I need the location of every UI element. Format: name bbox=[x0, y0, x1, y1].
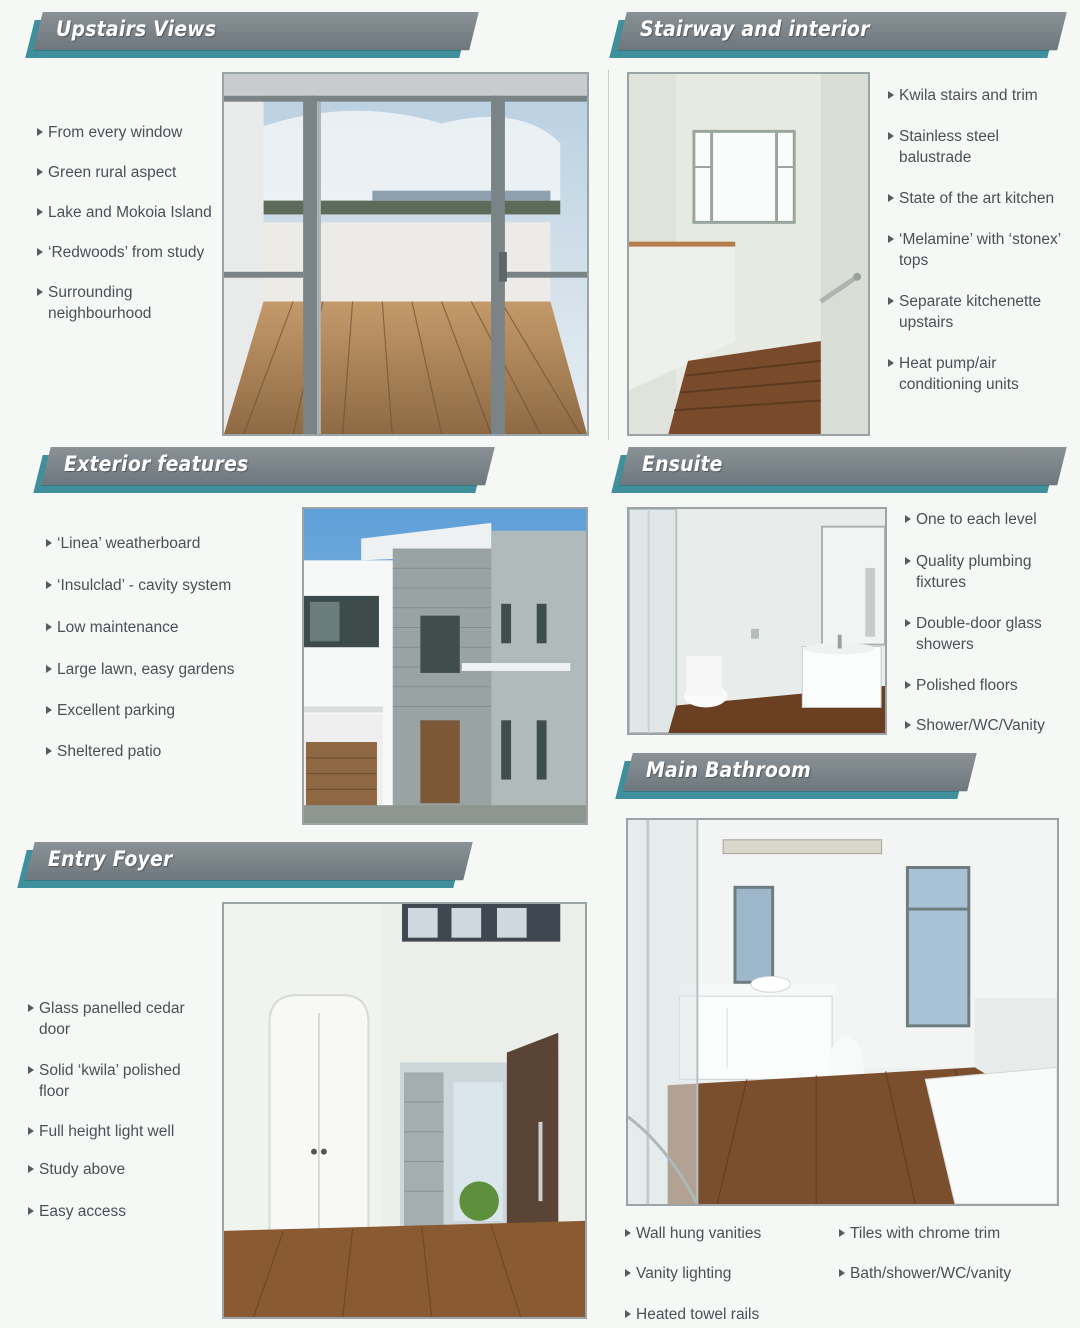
entry-foyer-banner bbox=[22, 842, 468, 884]
list-item: Vanity lighting bbox=[625, 1263, 825, 1284]
column-divider bbox=[608, 70, 609, 440]
stairway-interior-banner bbox=[614, 12, 1062, 54]
list-item: Bath/shower/WC/vanity bbox=[839, 1263, 1049, 1284]
list-item: Low maintenance bbox=[46, 617, 296, 638]
stairway-interior-list bbox=[888, 85, 1068, 395]
exterior-features-title: Exterior features bbox=[64, 452, 249, 476]
stairway-photo bbox=[627, 72, 870, 436]
list-item: Solid ‘kwila’ polished floor bbox=[28, 1060, 213, 1102]
upstairs-views-banner bbox=[30, 12, 474, 54]
balcony-deck-photo bbox=[222, 72, 589, 436]
upstairs-views-title: Upstairs Views bbox=[56, 17, 217, 41]
list-item: ‘Redwoods’ from study bbox=[37, 242, 217, 263]
list-item: Shower/WC/Vanity bbox=[905, 715, 1075, 736]
list-item: Easy access bbox=[28, 1201, 213, 1222]
main-bathroom-title: Main Bathroom bbox=[646, 758, 812, 782]
list-item: Study above bbox=[28, 1159, 213, 1180]
exterior-features-list bbox=[46, 533, 296, 762]
list-item: Heated towel rails bbox=[625, 1304, 825, 1325]
list-item: From every window bbox=[37, 122, 217, 143]
ensuite-photo bbox=[627, 507, 887, 735]
list-item: Double-door glass showers bbox=[905, 613, 1075, 655]
list-item: Tiles with chrome trim bbox=[839, 1223, 1049, 1244]
ensuite-banner bbox=[616, 447, 1062, 489]
list-item: Wall hung vanities bbox=[625, 1223, 825, 1244]
list-item: Green rural aspect bbox=[37, 162, 217, 183]
list-item: Polished floors bbox=[905, 675, 1075, 696]
ensuite-title: Ensuite bbox=[642, 452, 723, 476]
entry-foyer-title: Entry Foyer bbox=[48, 847, 173, 871]
entry-foyer-list bbox=[28, 998, 213, 1222]
main-bathroom-photo bbox=[626, 818, 1059, 1206]
list-item: Glass panelled cedar door bbox=[28, 998, 213, 1040]
list-item: State of the art kitchen bbox=[888, 188, 1068, 209]
list-item: Surrounding neighbourhood bbox=[37, 282, 217, 324]
list-item: Stainless steel balustrade bbox=[888, 126, 1068, 168]
main-bathroom-list-left bbox=[625, 1223, 825, 1325]
list-item: Full height light well bbox=[28, 1121, 213, 1142]
list-item: ‘Melamine’ with ‘stonex’ tops bbox=[888, 229, 1068, 271]
upstairs-views-list bbox=[37, 122, 217, 324]
list-item: Excellent parking bbox=[46, 700, 296, 721]
list-item: Kwila stairs and trim bbox=[888, 85, 1068, 106]
list-item: Large lawn, easy gardens bbox=[46, 659, 296, 680]
list-item: One to each level bbox=[905, 509, 1075, 530]
list-item: ‘Insulclad’ - cavity system bbox=[46, 575, 296, 596]
stairway-interior-title: Stairway and interior bbox=[640, 17, 870, 41]
list-item: ‘Linea’ weatherboard bbox=[46, 533, 296, 554]
list-item: Separate kitchenette upstairs bbox=[888, 291, 1068, 333]
list-item: Heat pump/air conditioning units bbox=[888, 353, 1068, 395]
list-item: Sheltered patio bbox=[46, 741, 296, 762]
main-bathroom-list-right bbox=[839, 1223, 1049, 1284]
list-item: Quality plumbing fixtures bbox=[905, 551, 1075, 593]
ensuite-list bbox=[905, 509, 1075, 736]
house-exterior-photo bbox=[302, 507, 588, 825]
main-bathroom-banner bbox=[620, 753, 972, 795]
exterior-features-banner bbox=[38, 447, 490, 489]
list-item: Lake and Mokoia Island bbox=[37, 202, 217, 223]
entry-foyer-photo bbox=[222, 902, 587, 1319]
